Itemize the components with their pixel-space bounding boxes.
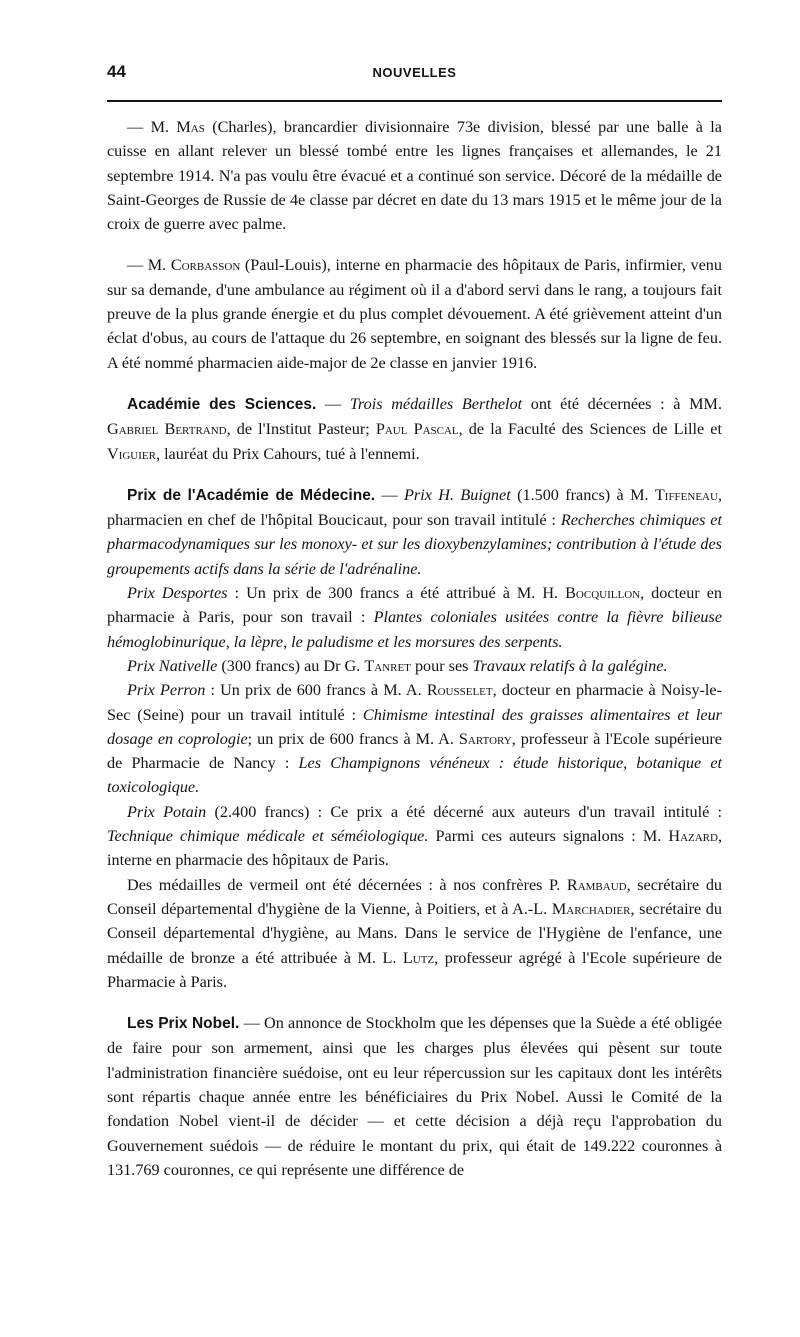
paragraph-medailles-vermeil: Des médailles de vermeil ont été décernées : à nos confrères P. Rambaud, secrétaire du Conseil départemental d'hygiène de la Vienne, à Poitiers, et à A.-L. Marchadier, secrétaire du Conseil départemental d'hygiène, au Mans. Dans le service de l'Hygiène de l'enfance, une médaille de bronze a été attribuée à M. L. Lutz, professeur agrégé à l'Ecole supérieure de Pharmacie à Paris. <box>107 875 723 991</box>
person-name: Marchadier <box>551 899 631 918</box>
person-name: Bocquillon <box>565 584 641 603</box>
person-name: Rambaud <box>566 875 627 894</box>
person-name: Paul Pascal <box>375 420 459 439</box>
person-name: Viguier <box>107 444 156 463</box>
paragraph-academie-sciences: Académie des Sciences. — Trois médailles Berthelot ont été décernées : à MM. Gabriel Bertrand, de l'Institut Pasteur; Paul Pascal, de la Faculté des Sciences de Lille et Viguier, lauréat du Prix Cahours, tué à l'ennemi. <box>107 394 722 463</box>
paragraph-prix-nobel: Les Prix Nobel. — On annonce de Stockholm que les dépenses que la Suède a été obligée de faire pour son armement, ainsi que les charges plus élevées qui pèsent sur toute l'administration financière suédoise, ont eu leur répercussion sur les capitaux dont les intérêts sont répartis chaque année entre les bénéficiaires du Prix Nobel. Aussi le Comité de la fondation Nobel vient-il de décider — et cette décision a déjà reçu l'approbation du Gouvernement suédois — de réduire le montant du prix, qui était de 149.222 couronnes à 131.769 couronnes, ce qui représente une différence de <box>107 1014 723 1179</box>
person-name: Corbasson <box>170 256 241 275</box>
paragraph-prix-potain: Prix Potain (2.400 francs) : Ce prix a été décerné aux auteurs d'un travail intitulé : Technique chimique médicale et séméiologique. Parmi ces auteurs signalons : M. Hazard, interne en pharmacie des hôpitaux de Paris. <box>107 802 722 870</box>
section-title-prix-medecine: Prix de l'Académie de Médecine. <box>127 486 376 504</box>
person-name: Tiffeneau <box>654 485 718 504</box>
person-name: Mas <box>176 118 205 136</box>
person-name: Rousselet <box>426 681 493 700</box>
person-name: Sartory <box>458 729 512 748</box>
paragraph-prix-desportes: Prix Desportes : Un prix de 300 francs a été attribué à M. H. Bocquillon, docteur en pharmacie à Paris, pour son travail : Plantes coloniales usitées contre la fièvre bilieuse hémoglobinurique, la lèpre, le paludisme et les morsures des serpents. <box>107 584 723 651</box>
page-number: 44 <box>107 62 126 81</box>
person-name: Lutz <box>402 948 435 967</box>
running-title: NOUVELLES <box>372 65 457 80</box>
paragraph-corbasson: — M. Corbasson (Paul-Louis), interne en pharmacie des hôpitaux de Paris, infirmier, venu sur sa demande, d'une ambulance au régiment où il a d'abord servi dans le rang, a toujours fait preuve de la plus grande énergie et du plus complet dévouement. A été grièvement atteint d'un éclat d'obus, au cours de l'attaque du 26 septembre, en soignant des blessés sur la ligne de feu. A été nommé pharmacien aide-major de 2e classe en janvier 1916. <box>107 256 722 372</box>
person-name: Gabriel Bertrand <box>107 420 227 439</box>
paragraph-prix-medecine: Prix de l'Académie de Médecine. — Prix H. Buignet (1.500 francs) à M. Tiffeneau, pharmacien en chef de l'hôpital Boucicaut, pour son travail intitulé : Recherches chimiques et pharmacodynamiques sur les monoxy- et sur les dioxybenzylamines; contribution à l'étude des groupements actifs dans la série de l'adrénaline. <box>107 485 722 578</box>
paragraph-mas: — M. Mas (Charles), brancardier divisionnaire 73e division, blessé par une balle à la cuisse en allant relever un blessé tombé entre les lignes françaises et allemandes, le 21 septembre 1914. N'a pas voulu être évacué et a continué son service. Décoré de la médaille de Saint-Georges de Russie de 4e classe par décret en date du 13 mars 1915 et le même jour de la croix de guerre avec palme. <box>107 118 722 234</box>
article-body <box>107 115 722 1182</box>
header-rule <box>107 100 722 102</box>
section-title-prix-nobel: Les Prix Nobel. <box>127 1015 240 1033</box>
section-title-academie-sciences: Académie des Sciences. <box>127 395 317 413</box>
paragraph-prix-perron: Prix Perron : Un prix de 600 francs à M. A. Rousselet, docteur en pharmacie à Noisy-le-Sec (Seine) pour un travail intitulé : Chimisme intestinal des graisses alimentaires et leur dosage en coprologie; un prix de 600 francs à M. A. Sartory, professeur à l'Ecole supérieure de Pharmacie de Nancy : Les Champignons vénéneux : étude historique, botanique et toxicologique. <box>107 681 723 797</box>
person-name: Tanret <box>364 656 411 675</box>
paragraph-prix-nativelle: Prix Nativelle (300 francs) au Dr G. Tanret pour ses Travaux relatifs à la galégine. <box>127 656 668 675</box>
person-name: Hazard <box>668 827 718 846</box>
page-header <box>107 62 722 86</box>
